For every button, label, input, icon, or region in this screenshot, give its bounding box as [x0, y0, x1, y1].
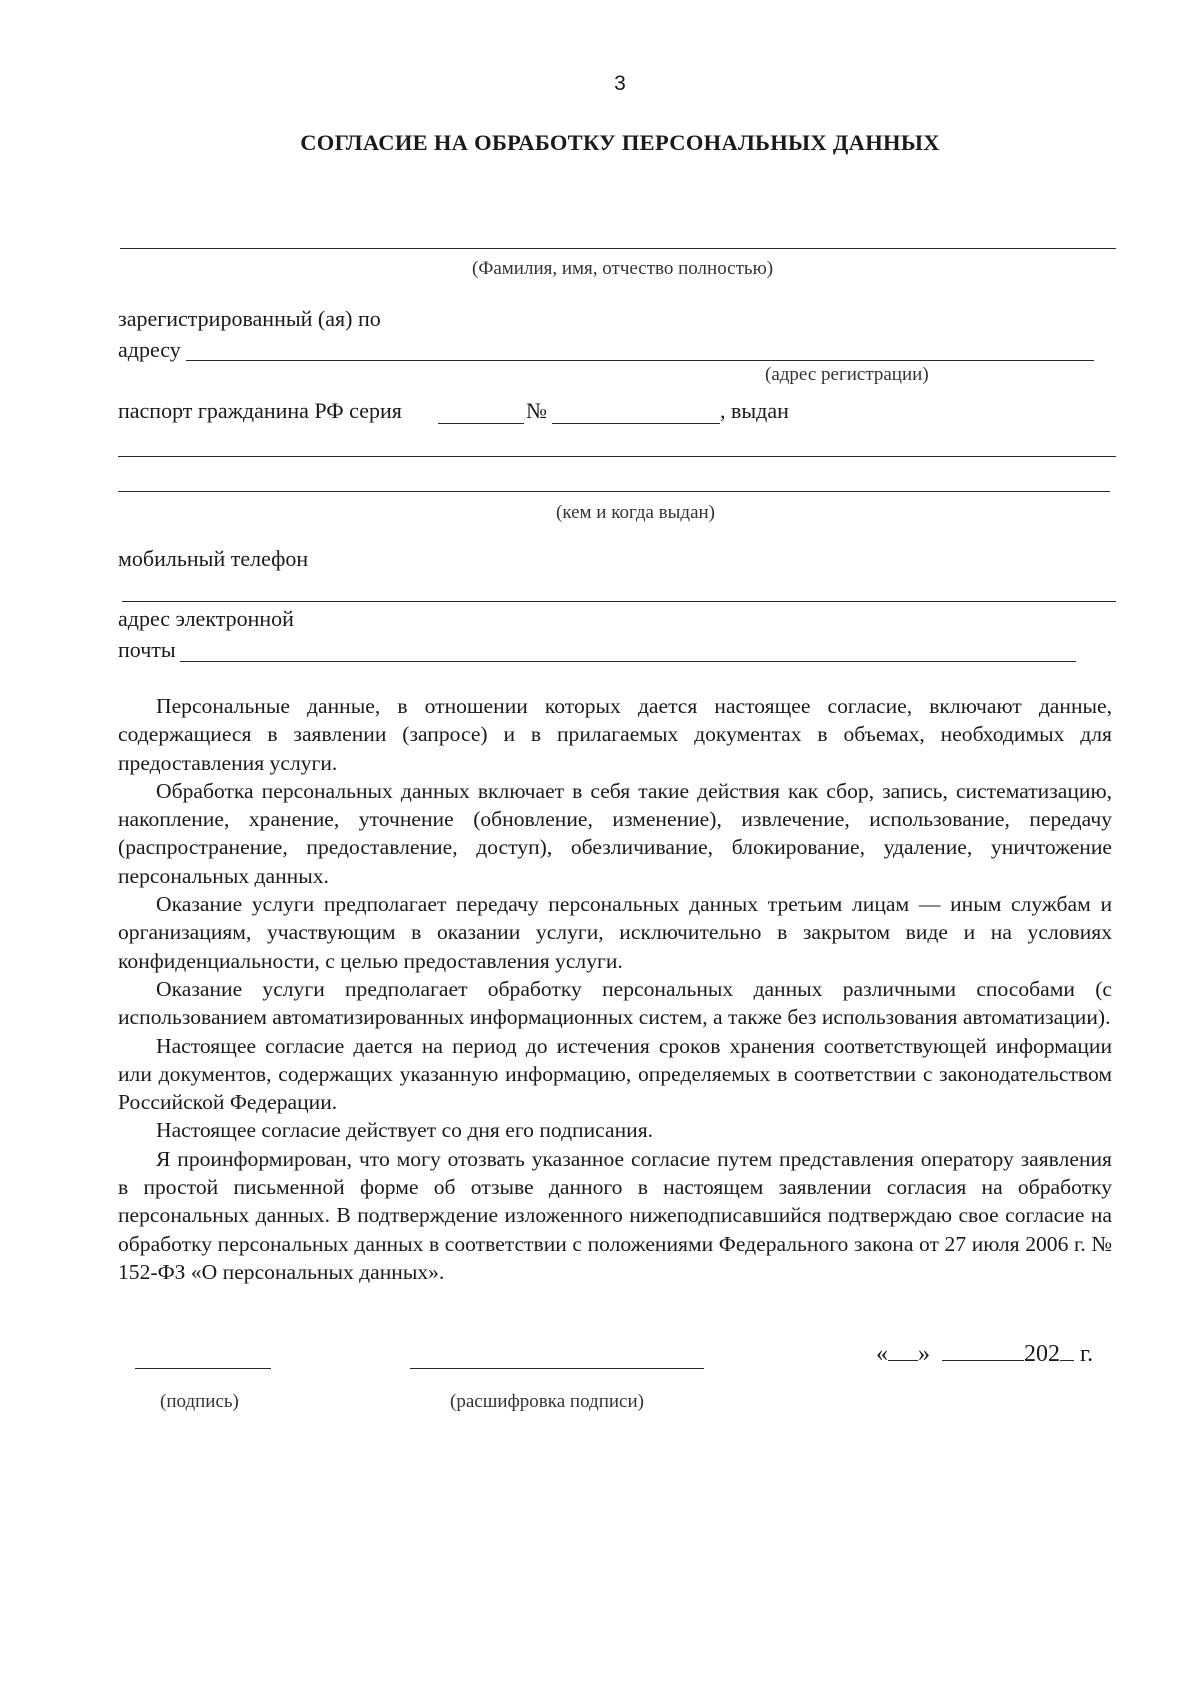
issued-caption: (кем и когда выдан) [556, 502, 716, 523]
date-year-suffix: г. [1080, 1341, 1094, 1367]
date-field [876, 1340, 1093, 1368]
phone-line[interactable] [122, 601, 1116, 602]
passport-issued-label: , выдан [720, 398, 789, 423]
paragraph: Я проинформирован, что могу отозвать указанное согласие путем представления оператору заявления в простой письменной форме об отзыве данного в настоящем заявлении согласия на обработку персональных данных. В подтверждение изложенного нижеподписавшийся подтверждаю свое согласие на обработку персональных данных в соответствии с положениями Федерального закона от 27 июля 2006 г. № 152-ФЗ «О персональных данных». [118, 1146, 1112, 1284]
paragraph: Оказание услуги предполагает обработку персональных данных различными способами (с использованием автоматизированных информационных систем, а также без использования автоматизации). [118, 976, 1112, 1030]
date-open-quote: « [876, 1341, 888, 1367]
passport-number-sign: № [526, 398, 547, 423]
issued-line-1[interactable] [118, 456, 1116, 457]
issued-line-2[interactable] [118, 491, 1110, 492]
address-label: адресу [118, 337, 181, 362]
signature-transcript-caption: (расшифровка подписи) [450, 1391, 644, 1412]
date-year-prefix: 202 [1024, 1341, 1060, 1367]
date-day-blank[interactable] [888, 1340, 918, 1361]
address-line[interactable] [186, 360, 1094, 361]
document-title: СОГЛАСИЕ НА ОБРАБОТКУ ПЕРСОНАЛЬНЫХ ДАННЫХ [300, 130, 940, 155]
consent-body [118, 692, 1112, 1286]
signature-caption: (подпись) [160, 1391, 239, 1412]
page-number: 3 [614, 72, 626, 95]
passport-number-line[interactable] [552, 423, 720, 424]
paragraph: Оказание услуги предполагает передачу персональных данных третьим лицам — иным службам и организациям, участвующим в оказании услуги, исключительно в закрытом виде и на условиях конфиденциальности, с целью предоставления услуги. [118, 892, 1112, 973]
signature-line[interactable] [135, 1368, 271, 1369]
signature-transcript-line[interactable] [410, 1368, 704, 1369]
paragraph: Обработка персональных данных включает в себя такие действия как сбор, запись, систематизацию, накопление, хранение, уточнение (обновление, изменение), извлечение, использование, передачу (распространение, предоставление, доступ), обезличивание, блокирование, удаление, уничтожение персональных данных. [118, 778, 1112, 888]
fio-line[interactable] [120, 248, 1116, 249]
date-close-quote: » [918, 1341, 930, 1367]
date-month-blank[interactable] [942, 1340, 1024, 1361]
fio-caption: (Фамилия, имя, отчество полностью) [472, 258, 774, 279]
email-label: адрес электронной [118, 606, 294, 631]
paragraph: Настоящее согласие действует со дня его подписания. [156, 1118, 654, 1143]
phone-label: мобильный телефон [118, 546, 309, 571]
email-line[interactable] [180, 661, 1076, 662]
passport-series-line[interactable] [438, 423, 524, 424]
registered-label: зарегистрированный (ая) по [118, 306, 381, 331]
date-year-blank[interactable] [1060, 1340, 1074, 1361]
paragraph: Персональные данные, в отношении которых дается настоящее согласие, включают данные, содержащиеся в заявлении (запросе) и в прилагаемых документах в объемах, необходимых для предоставления услуги. [118, 694, 1112, 775]
passport-label: паспорт гражданина РФ серия [118, 398, 402, 423]
email-label-2: почты [118, 637, 176, 662]
address-caption: (адрес регистрации) [765, 364, 929, 385]
paragraph: Настоящее согласие дается на период до истечения сроков хранения соответствующей информации или документов, содержащих указанную информацию, определяемых в соответствии с законодательством Российской Федерации. [118, 1033, 1112, 1115]
